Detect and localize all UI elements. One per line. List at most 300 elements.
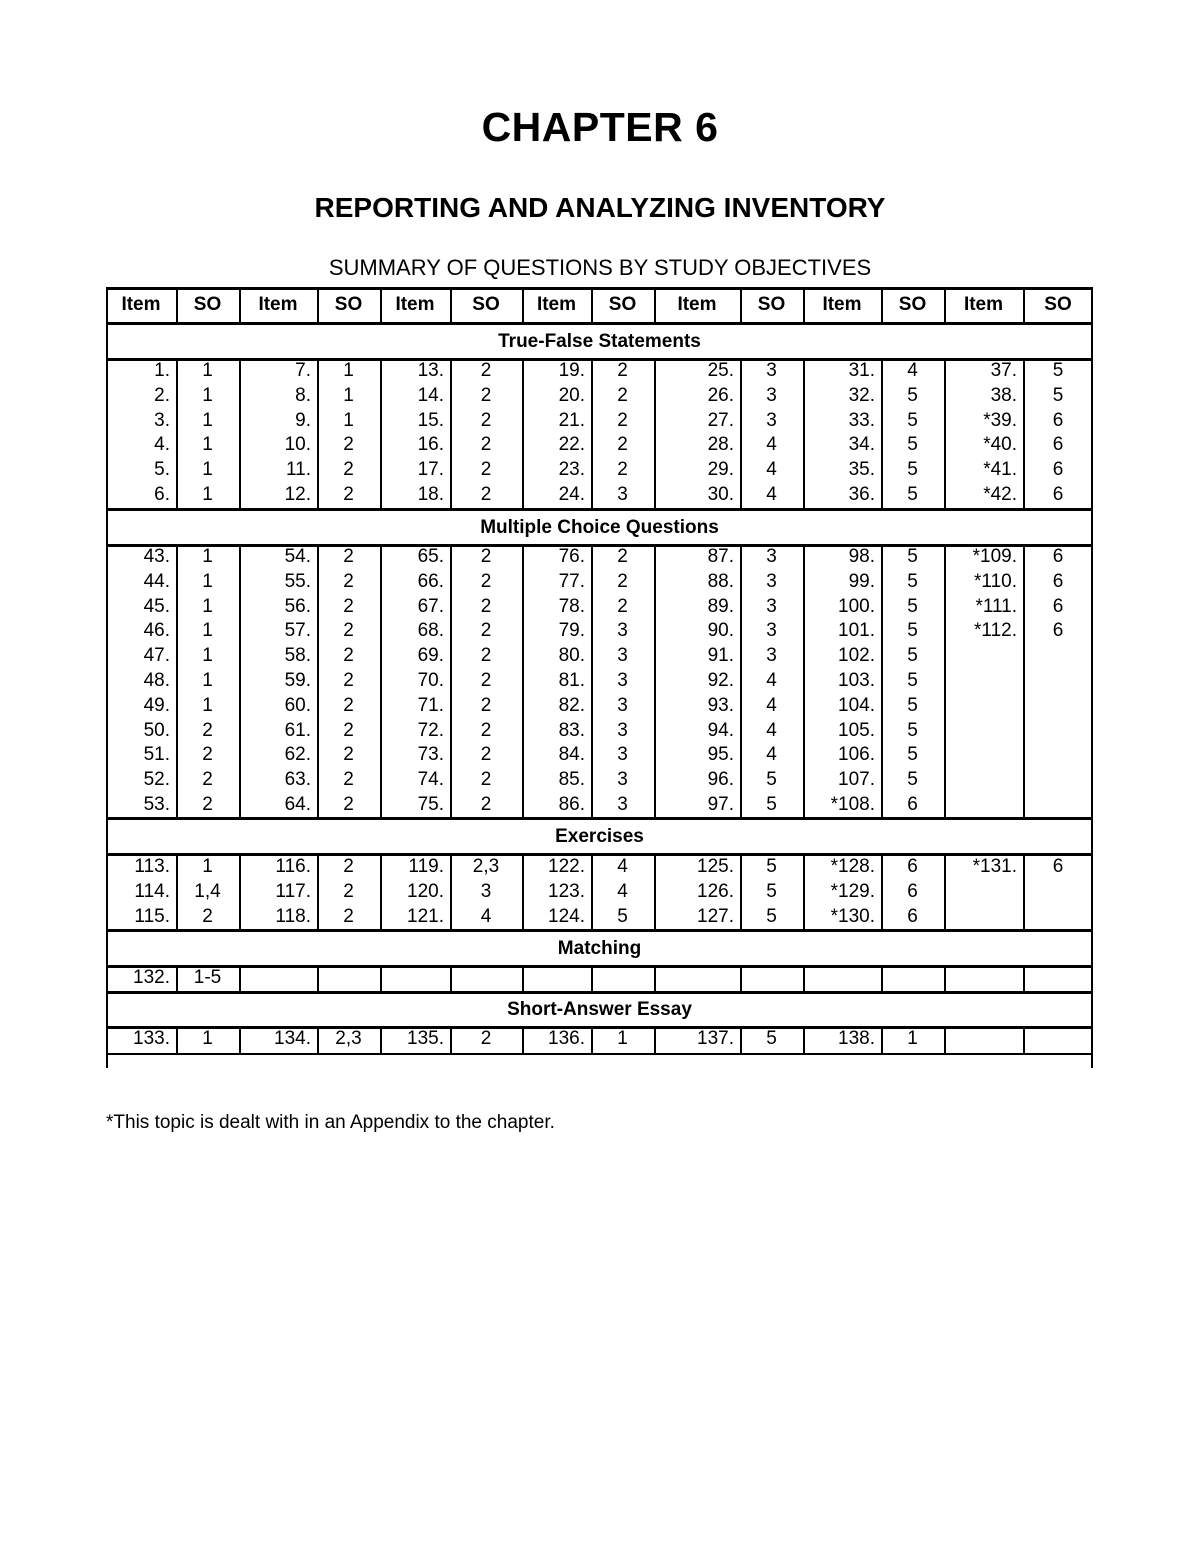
- item-number: 20.: [558, 384, 585, 406]
- column-header-so: SO: [608, 294, 637, 315]
- item-number: 59.: [284, 670, 311, 691]
- section-title: True-False Statements: [498, 331, 701, 352]
- item-number: 27.: [707, 409, 734, 431]
- item-number: 107.: [838, 769, 875, 791]
- column-header-so: SO: [334, 294, 363, 315]
- study-objective: 5: [766, 769, 777, 791]
- item-number: *128.: [830, 856, 875, 877]
- item-number: 11.: [285, 459, 311, 481]
- item-number: 31.: [848, 360, 875, 381]
- column-header-item: Item: [677, 294, 717, 315]
- item-number: 133.: [133, 1028, 170, 1049]
- study-objective: 2: [480, 694, 492, 716]
- section-title: Exercises: [555, 826, 644, 847]
- study-objective: 2: [480, 719, 492, 741]
- study-objective: 2: [480, 409, 492, 431]
- item-number: 33.: [848, 409, 875, 431]
- item-number: 73.: [417, 744, 444, 766]
- item-number: 75.: [417, 794, 444, 815]
- item-number: 120.: [407, 880, 444, 902]
- item-number: 127.: [697, 905, 734, 927]
- study-objective: 5: [617, 905, 628, 927]
- item-number: 86.: [558, 794, 585, 815]
- study-objective: 4: [766, 719, 777, 741]
- study-objective: 2: [343, 769, 354, 791]
- study-objective: 4: [617, 856, 628, 877]
- study-objective: 2: [617, 546, 628, 567]
- item-number: 79.: [558, 620, 585, 642]
- item-number: 117.: [275, 880, 311, 902]
- item-number: *108.: [830, 794, 875, 815]
- study-objective: 2: [480, 620, 492, 642]
- study-objective: [881, 967, 944, 989]
- item-number: [944, 967, 1017, 989]
- item-number: *41.: [983, 459, 1017, 481]
- study-objective: 2: [480, 1028, 492, 1049]
- item-number: 85.: [558, 769, 585, 791]
- item-number: 63.: [284, 769, 311, 791]
- item-number: 138.: [838, 1028, 875, 1049]
- study-objective: 1-5: [193, 967, 222, 988]
- study-objective: 5: [907, 719, 918, 741]
- item-number: *40.: [983, 434, 1017, 456]
- item-number: *39.: [983, 409, 1017, 431]
- item-number: 114.: [134, 880, 170, 902]
- item-number: [803, 967, 875, 989]
- item-number: 125.: [697, 856, 734, 877]
- study-objective: 1: [202, 434, 213, 456]
- study-objective: 3: [617, 719, 628, 741]
- item-number: 52.: [143, 769, 170, 791]
- study-objective: 5: [907, 570, 918, 592]
- study-objective: 6: [907, 880, 918, 902]
- study-objective: 3: [617, 794, 628, 815]
- item-number: [944, 769, 1017, 791]
- item-number: 98.: [848, 546, 875, 567]
- study-objective: 2: [617, 570, 628, 592]
- item-number: 21.: [558, 409, 585, 431]
- study-objective: 3: [766, 645, 777, 667]
- item-number: 106.: [838, 744, 875, 766]
- item-number: *130.: [830, 905, 875, 927]
- item-number: 61.: [284, 719, 311, 741]
- study-objective: 1: [343, 384, 354, 406]
- item-number: 29.: [707, 459, 734, 481]
- study-objective: 4: [766, 459, 777, 481]
- study-objective: 2: [480, 384, 492, 406]
- item-number: 34.: [848, 434, 875, 456]
- study-objective: 5: [907, 384, 918, 406]
- study-objective: 5: [907, 595, 918, 617]
- item-number: 16.: [417, 434, 444, 456]
- study-objective: 5: [907, 769, 918, 791]
- item-number: 87.: [707, 546, 734, 567]
- study-objective: 2: [480, 794, 492, 815]
- item-number: 126.: [697, 880, 734, 902]
- study-objective: 2: [343, 434, 354, 456]
- study-objective: 1: [202, 384, 213, 406]
- item-number: 99.: [848, 570, 875, 592]
- item-number: 104.: [838, 694, 875, 716]
- study-objective: 5: [907, 670, 918, 691]
- item-number: 15.: [417, 409, 444, 431]
- column-header-item: Item: [258, 294, 298, 315]
- item-number: 118.: [275, 905, 311, 927]
- item-number: 101.: [838, 620, 875, 642]
- study-objective: 2: [480, 434, 492, 456]
- study-objective: [740, 967, 803, 989]
- study-objective: 1: [202, 546, 213, 567]
- item-number: 37.: [990, 360, 1017, 381]
- appendix-footnote: *This topic is dealt with in an Appendix to the chapter.: [106, 1112, 555, 1133]
- study-objective: 2: [480, 670, 492, 691]
- column-header-so: SO: [898, 294, 927, 315]
- item-number: [944, 670, 1017, 692]
- study-objective: 1: [202, 360, 213, 381]
- study-objective: [1023, 769, 1093, 791]
- item-number: 93.: [707, 694, 734, 716]
- study-objective: 3: [766, 620, 777, 642]
- item-number: 67.: [417, 595, 444, 617]
- study-objective: 2: [202, 905, 213, 927]
- study-objective: 2: [343, 880, 354, 902]
- item-number: 113.: [134, 856, 170, 877]
- study-objective: 6: [1052, 620, 1064, 642]
- item-number: *129.: [830, 880, 875, 902]
- study-objective: 6: [1052, 856, 1064, 877]
- study-objective: 2: [480, 769, 492, 791]
- item-number: 62.: [284, 744, 311, 766]
- study-objective: 2: [343, 546, 354, 567]
- item-number: 4.: [154, 434, 170, 456]
- column-header-so: SO: [757, 294, 786, 315]
- study-objective: 5: [907, 744, 918, 766]
- item-number: 96.: [707, 769, 734, 791]
- column-header-so: SO: [193, 294, 222, 315]
- item-number: 80.: [558, 645, 585, 667]
- study-objective: 3: [617, 744, 628, 766]
- item-number: 70.: [417, 670, 444, 691]
- item-number: 95.: [707, 744, 734, 766]
- item-number: [522, 967, 585, 989]
- study-objective: 1: [202, 1028, 213, 1049]
- study-objective: 6: [1052, 546, 1064, 567]
- item-number: 116.: [275, 856, 311, 877]
- study-objective: [450, 967, 522, 989]
- item-number: 136.: [548, 1028, 585, 1049]
- study-objective: 3: [766, 360, 777, 381]
- item-number: 65.: [417, 546, 444, 567]
- study-objective: 1: [202, 670, 213, 691]
- item-number: 17.: [417, 459, 444, 481]
- study-objective: 2: [343, 645, 354, 667]
- item-number: 69.: [417, 645, 444, 667]
- item-number: 121.: [407, 905, 444, 927]
- item-number: 123.: [548, 880, 585, 902]
- item-number: [944, 1028, 1017, 1050]
- study-objective: 2: [343, 719, 354, 741]
- study-objective: 5: [766, 1028, 777, 1049]
- study-objective: 3: [766, 546, 777, 567]
- study-objective: 3: [617, 645, 628, 667]
- item-number: 135.: [407, 1028, 444, 1049]
- item-number: 25.: [707, 360, 734, 381]
- study-objective: 2: [480, 570, 492, 592]
- item-number: 76.: [558, 546, 585, 567]
- study-objective: 6: [1052, 595, 1064, 617]
- item-number: 1.: [154, 360, 170, 381]
- item-number: *112.: [974, 620, 1017, 642]
- column-header-so: SO: [472, 294, 500, 315]
- item-number: 54.: [284, 546, 311, 567]
- item-number: 60.: [284, 694, 311, 716]
- item-number: 84.: [558, 744, 585, 766]
- chapter-title: CHAPTER 6: [481, 104, 719, 150]
- study-objective: 2: [343, 905, 354, 927]
- study-objective: 6: [907, 905, 918, 927]
- study-objective: 2: [617, 409, 628, 431]
- item-number: 78.: [558, 595, 585, 617]
- study-objective: 6: [1052, 409, 1064, 431]
- study-objective: 2: [617, 360, 628, 381]
- study-objective: 2: [343, 694, 354, 716]
- item-number: 57.: [284, 620, 311, 642]
- study-objective: [1023, 645, 1093, 667]
- item-number: 30.: [707, 484, 734, 505]
- item-number: 46.: [143, 620, 170, 642]
- study-objective: 3: [480, 880, 492, 902]
- study-objective: 5: [907, 459, 918, 481]
- item-number: 122.: [548, 856, 585, 877]
- study-objective: 2: [480, 459, 492, 481]
- study-objective: 4: [766, 484, 777, 505]
- study-objective: 1: [202, 570, 213, 592]
- study-objective: [1023, 881, 1093, 903]
- column-header-item: Item: [395, 294, 435, 315]
- item-number: 50.: [143, 719, 170, 741]
- item-number: 19.: [558, 360, 585, 381]
- item-number: 36.: [848, 484, 875, 505]
- study-objective: 1: [907, 1028, 918, 1049]
- study-objective: 2: [480, 360, 492, 381]
- study-objective: 4: [766, 694, 777, 716]
- item-number: 82.: [558, 694, 585, 716]
- section-title: Matching: [557, 938, 642, 959]
- study-objective: [591, 967, 654, 989]
- item-number: 44.: [143, 570, 170, 592]
- item-number: 124.: [548, 905, 585, 927]
- summary-heading: SUMMARY OF QUESTIONS BY STUDY OBJECTIVES: [328, 255, 872, 280]
- study-objective: [1023, 720, 1093, 742]
- item-number: *110.: [974, 570, 1017, 592]
- item-number: 100.: [838, 595, 875, 617]
- study-objective: 2: [617, 384, 628, 406]
- item-number: 102.: [838, 645, 875, 667]
- study-objective: 4: [766, 670, 777, 691]
- study-objective: 2: [343, 620, 354, 642]
- study-objective: [1023, 794, 1093, 816]
- item-number: [944, 794, 1017, 816]
- item-number: 35.: [848, 459, 875, 481]
- column-header-item: Item: [963, 294, 1004, 315]
- item-number: 9.: [295, 409, 311, 431]
- item-number: 56.: [284, 595, 311, 617]
- item-number: [944, 881, 1017, 903]
- item-number: [944, 744, 1017, 766]
- item-number: [239, 967, 311, 989]
- item-number: [944, 645, 1017, 667]
- study-objective: [317, 967, 380, 989]
- item-number: 119.: [408, 856, 444, 877]
- study-objective: 6: [1052, 570, 1064, 592]
- study-objective: 6: [1052, 459, 1064, 481]
- item-number: 2.: [154, 384, 170, 406]
- study-objective: 3: [766, 409, 777, 431]
- study-objective: 6: [1052, 484, 1064, 505]
- study-objective: 2: [343, 794, 354, 815]
- item-number: 55.: [284, 570, 311, 592]
- item-number: 22.: [558, 434, 585, 456]
- study-objective: [1023, 1028, 1093, 1050]
- study-objective: 5: [907, 409, 918, 431]
- study-objective: 3: [617, 769, 628, 791]
- item-number: 14.: [417, 384, 444, 406]
- study-objective: 5: [907, 620, 918, 642]
- item-number: 24.: [558, 484, 585, 505]
- study-objective: 5: [1052, 384, 1064, 406]
- study-objective: 2: [617, 595, 628, 617]
- study-objective: 6: [1052, 434, 1064, 456]
- study-objective: 4: [480, 905, 492, 927]
- study-objective: 6: [907, 794, 918, 815]
- column-header-so: SO: [1044, 294, 1072, 315]
- item-number: [944, 720, 1017, 742]
- item-number: 43.: [143, 546, 170, 567]
- study-objective: 2: [343, 670, 354, 691]
- study-objective: 5: [907, 434, 918, 456]
- study-objective: 5: [766, 794, 777, 815]
- study-objective: 5: [766, 880, 777, 902]
- study-objective: 1: [202, 409, 213, 431]
- study-objective: [1023, 744, 1093, 766]
- study-objective: 2: [202, 769, 213, 791]
- item-number: 91.: [707, 645, 734, 667]
- study-objective: 1: [617, 1028, 628, 1049]
- study-objective: 4: [766, 744, 777, 766]
- study-objective: 2: [343, 856, 354, 877]
- study-objective: 1: [202, 595, 213, 617]
- study-objective: 3: [766, 570, 777, 592]
- item-number: 137.: [697, 1028, 734, 1049]
- study-objective: 2: [343, 744, 354, 766]
- item-number: 45.: [143, 595, 170, 617]
- study-objective: 2: [480, 484, 492, 505]
- item-number: 3.: [154, 409, 170, 431]
- study-objective: 2: [343, 570, 354, 592]
- study-objective: 5: [907, 694, 918, 716]
- item-number: 92.: [707, 670, 734, 691]
- study-objective: 1: [202, 645, 213, 667]
- study-objective: 2: [343, 459, 354, 481]
- study-objective: 2: [480, 744, 492, 766]
- item-number: 64.: [284, 794, 311, 815]
- item-number: 13.: [417, 360, 444, 381]
- study-objective: [1023, 695, 1093, 717]
- study-objective: 3: [617, 694, 628, 716]
- item-number: 28.: [707, 434, 734, 456]
- study-objective: 1: [343, 409, 354, 431]
- study-objective: 1,4: [194, 880, 221, 902]
- study-objective: 3: [766, 595, 777, 617]
- item-number: 47.: [143, 645, 170, 667]
- item-number: [654, 967, 734, 989]
- item-number: 53.: [143, 794, 170, 815]
- study-objective: 1: [202, 459, 213, 481]
- study-objectives-table: [106, 287, 1093, 1068]
- item-number: 132.: [133, 967, 170, 988]
- item-number: 97.: [707, 794, 734, 815]
- item-number: 12.: [284, 484, 311, 505]
- item-number: 7.: [295, 360, 311, 381]
- item-number: 48.: [143, 670, 170, 691]
- study-objective: 2: [202, 719, 213, 741]
- study-objective: [1023, 906, 1093, 928]
- study-objective: 4: [617, 880, 628, 902]
- study-objective: 5: [766, 856, 777, 877]
- study-objective: 2: [480, 546, 492, 567]
- item-number: *109.: [972, 546, 1017, 567]
- study-objective: 6: [907, 856, 918, 877]
- item-number: 5.: [154, 459, 170, 481]
- item-number: 10.: [284, 434, 311, 456]
- section-title: Short-Answer Essay: [507, 999, 692, 1020]
- item-number: 90.: [707, 620, 734, 642]
- column-header-item: Item: [822, 294, 862, 315]
- item-number: 105.: [838, 719, 875, 741]
- item-number: 74.: [417, 769, 444, 791]
- column-header-item: Item: [536, 294, 577, 315]
- study-objective: 2: [202, 794, 213, 815]
- study-objective: 2: [202, 744, 213, 766]
- study-objective: 2: [480, 645, 492, 667]
- item-number: 18.: [417, 484, 444, 505]
- study-objective: 1: [343, 360, 354, 381]
- study-objective: [1023, 670, 1093, 692]
- item-number: 23.: [558, 459, 585, 481]
- item-number: 88.: [707, 570, 734, 592]
- study-objective: [1023, 967, 1093, 989]
- item-number: 66.: [417, 570, 444, 592]
- item-number: *42.: [983, 484, 1017, 505]
- study-objective: 1: [202, 620, 213, 642]
- study-objective: 2: [617, 459, 628, 481]
- study-objective: 2: [343, 595, 354, 617]
- item-number: 77.: [558, 570, 585, 592]
- item-number: 49.: [143, 694, 170, 716]
- item-number: [944, 695, 1017, 717]
- study-objective: 1: [202, 484, 213, 505]
- item-number: 72.: [417, 719, 444, 741]
- chapter-subtitle: REPORTING AND ANALYZING INVENTORY: [314, 192, 886, 223]
- column-header-item: Item: [121, 294, 161, 315]
- study-objective: 5: [1052, 360, 1064, 381]
- section-title: Multiple Choice Questions: [480, 517, 719, 538]
- study-objective: 2: [617, 434, 628, 456]
- item-number: 115.: [134, 905, 170, 927]
- item-number: 26.: [707, 384, 734, 406]
- item-number: 94.: [707, 719, 734, 741]
- item-number: [380, 967, 444, 989]
